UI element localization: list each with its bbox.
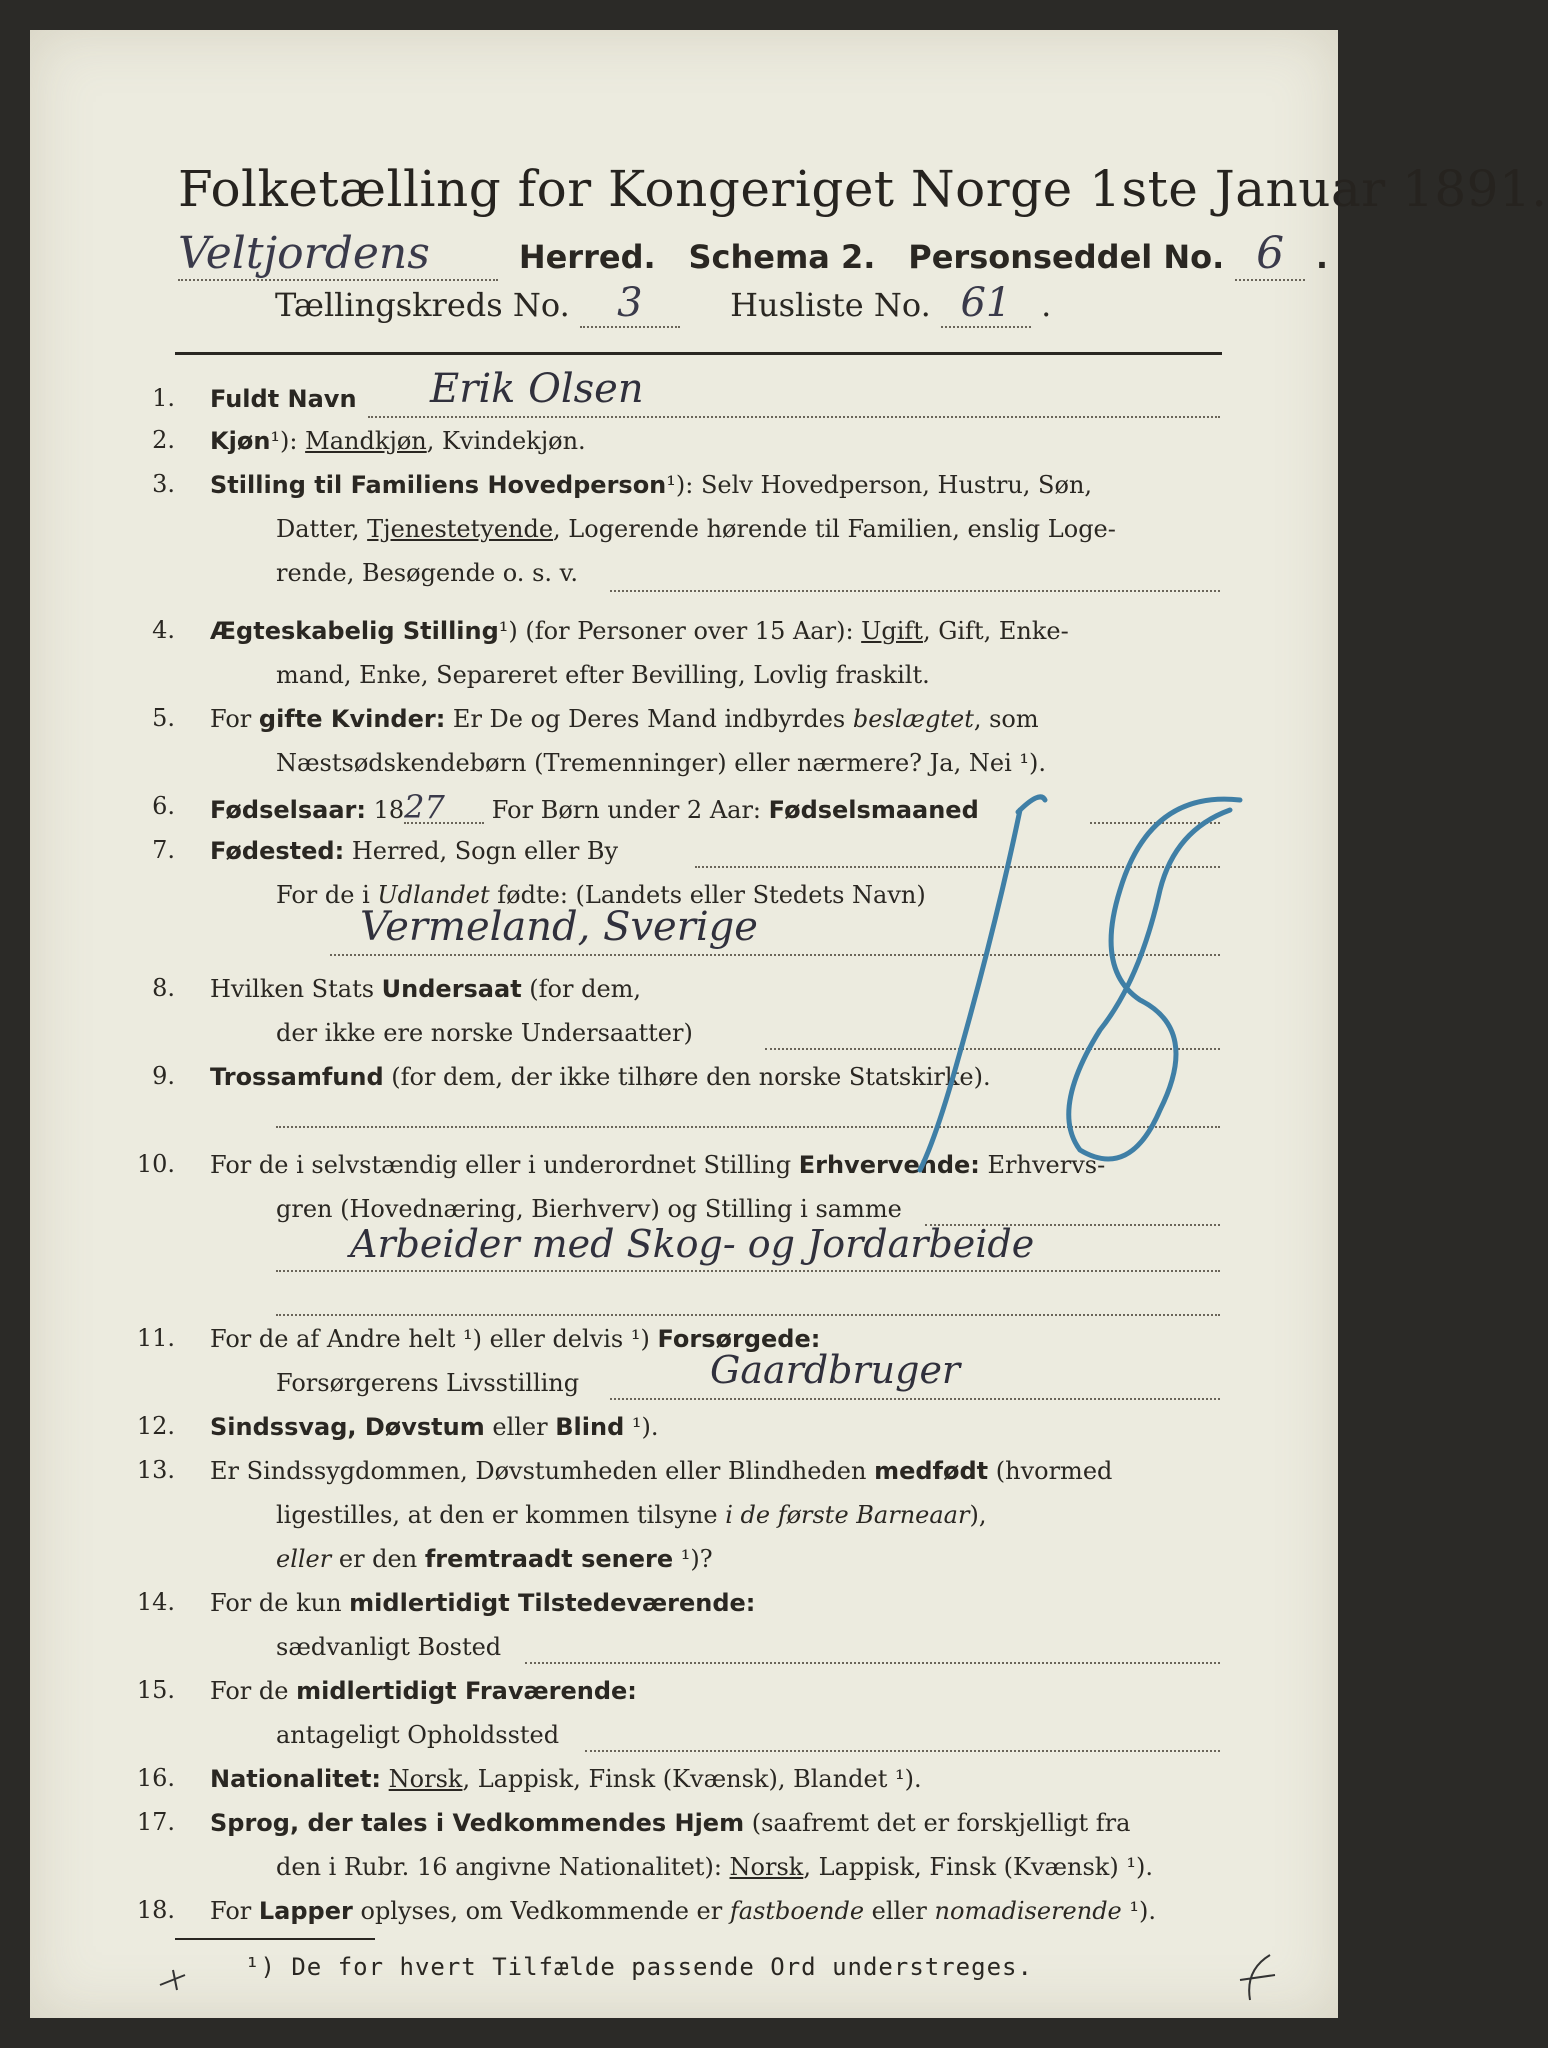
q18-line1-b: fastboende — [729, 1897, 865, 1925]
q4-number: 4. — [152, 616, 175, 644]
q5-label: gifte Kvinder: — [258, 705, 446, 733]
q5-line1 — [210, 704, 1039, 734]
census-form-page — [30, 30, 1548, 2018]
q5-number: 5. — [152, 704, 175, 732]
taellingskreds-label: Tællingskreds No. — [275, 286, 570, 324]
q13-line3-a: eller — [276, 1545, 332, 1573]
q10-line2: gren (Hovednæring, Bierhverv) og Stilling i samme — [276, 1195, 902, 1223]
q9-line1 — [210, 1062, 991, 1092]
q3-label: Stilling til Familiens Hovedperson — [210, 471, 667, 499]
q3-line2-c: , Logerende hørende til Familien, enslig Loge- — [553, 515, 1116, 543]
pencil-stroke-1 — [920, 810, 1020, 1170]
schema-label: Schema 2. — [688, 238, 876, 276]
q5-line1-c: , som — [973, 705, 1039, 733]
q7-number: 7. — [152, 836, 175, 864]
q13-line3 — [276, 1544, 713, 1574]
q14-line2: sædvanligt Bosted — [276, 1633, 502, 1661]
q4-line1-c: , Gift, Enke- — [922, 617, 1069, 645]
q2-sup: ¹): — [270, 427, 298, 455]
q12-number: 12. — [136, 1412, 175, 1440]
q17-line2-a: den i Rubr. 16 angivne Nationalitet): — [276, 1853, 730, 1881]
q13-line3-c: fremtraadt senere — [424, 1545, 674, 1573]
q16-option-norsk: Norsk — [388, 1765, 463, 1793]
q7-label: Fødested: — [210, 837, 345, 865]
q6-label: Fødselsaar: — [210, 796, 366, 824]
q3-line1-text: ¹): Selv Hovedperson, Hustru, Søn, — [666, 471, 1093, 499]
q15-line2: antageligt Opholdssted — [276, 1721, 560, 1749]
q16-line1 — [210, 1764, 922, 1794]
q15-line1 — [210, 1676, 637, 1706]
q9-line1-text: (for dem, der ikke tilhøre den norske Statskirke). — [383, 1063, 991, 1091]
q17-line1 — [210, 1808, 1130, 1838]
q7-answer-handwritten: Vermeland, Sverige — [360, 904, 758, 950]
q13-line1 — [210, 1456, 1112, 1486]
q6-year-handwritten: 27 — [404, 792, 484, 824]
q11-number: 11. — [136, 1324, 175, 1352]
q6-prefix: 18 — [366, 796, 405, 824]
q4-label: Ægteskabelig Stilling — [210, 617, 499, 645]
q8-line1-a: Hvilken Stats — [210, 975, 382, 1003]
q10-answer-line-2 — [276, 1314, 1220, 1316]
q11-answer-handwritten: Gaardbruger — [710, 1348, 961, 1392]
q18-line1-e: ¹). — [1121, 1897, 1157, 1925]
taellingskreds-number: 3 — [580, 280, 680, 328]
q11-label: Forsørgede: — [657, 1325, 821, 1353]
q3-answer-line — [610, 590, 1220, 592]
corner-mark-right — [1230, 1950, 1290, 2010]
form-title: Folketælling for Kongeriget Norge 1ste Januar 1891. — [178, 160, 1548, 218]
q12-mid: eller — [484, 1413, 556, 1441]
q1-number: 1. — [152, 384, 175, 412]
q10-line1-c: Erhvervs- — [979, 1151, 1106, 1179]
corner-mark-left — [155, 1960, 215, 2000]
header-divider — [175, 352, 1222, 355]
q15-answer-line — [585, 1750, 1220, 1752]
q4-line1-a: ¹) (for Personer over 15 Aar): — [498, 617, 862, 645]
q17-number: 17. — [136, 1808, 175, 1836]
q7-line2-b: Udlandet — [377, 881, 490, 909]
q13-line2-c: ), — [969, 1501, 987, 1529]
personseddel-label: Personseddel No. — [908, 238, 1225, 276]
q15-number: 15. — [136, 1676, 175, 1704]
q5-line1-b: beslægtet — [852, 705, 974, 733]
blue-pencil-mark — [900, 770, 1300, 1190]
q12-line1 — [210, 1412, 659, 1442]
personseddel-number: 6 — [1235, 228, 1305, 281]
husliste-label: Husliste No. — [730, 286, 931, 324]
q3-number: 3. — [152, 470, 175, 498]
q8-label: Undersaat — [381, 975, 522, 1003]
q17-label: Sprog, der tales i Vedkommendes Hjem — [210, 1809, 745, 1837]
q13-line3-d: ¹)? — [673, 1545, 713, 1573]
q14-line1 — [210, 1588, 755, 1618]
q1-answer-handwritten: Erik Olsen — [430, 366, 644, 412]
q2-option-kvindekjon: , Kvindekjøn. — [426, 427, 586, 455]
q14-label: midlertidigt Tilstedeværende: — [349, 1589, 756, 1617]
footnote-divider — [175, 1938, 375, 1940]
herred-label: Herred. — [518, 238, 656, 276]
q6-line1 — [210, 788, 979, 826]
q18-line1-a: oplyses, om Vedkommende er — [352, 1897, 730, 1925]
q3-line2-a: Datter, — [276, 515, 368, 543]
q14-answer-line — [525, 1662, 1220, 1664]
q2-number: 2. — [152, 426, 175, 454]
q14-line1-a: For de kun — [210, 1589, 350, 1617]
header-row-1: Veltjordens Herred. Schema 2. Personseddel No. 6 . — [178, 228, 1329, 279]
q2-label: Kjøn — [210, 427, 271, 455]
q17-line2 — [276, 1852, 1153, 1882]
q11-answer-line — [610, 1398, 1220, 1400]
husliste-number: 61 — [941, 280, 1031, 328]
q4-option-ugift: Ugift — [861, 617, 923, 645]
q1-answer-line — [368, 416, 1220, 418]
q3-line3: rende, Besøgende o. s. v. — [276, 559, 578, 587]
q13-label: medfødt — [874, 1457, 989, 1485]
q13-line1-a: Er Sindssygdommen, Døvstumheden eller Blindheden — [210, 1457, 875, 1485]
q8-number: 8. — [152, 974, 175, 1002]
q12-end: ¹). — [624, 1413, 659, 1441]
q11-line2: Forsørgerens Livsstilling — [276, 1369, 580, 1397]
q16-rest: , Lappisk, Finsk (Kvænsk), Blandet ¹). — [462, 1765, 922, 1793]
q15-line1-a: For de — [210, 1677, 297, 1705]
q3-option-tjenestetyende: Tjenestetyende — [367, 515, 554, 543]
q7-line1 — [210, 836, 618, 866]
q18-label: Lapper — [258, 1897, 353, 1925]
q17-line2-c: , Lappisk, Finsk (Kvænsk) ¹). — [803, 1853, 1153, 1881]
q13-line1-c: (hvormed — [988, 1457, 1113, 1485]
q9-label: Trossamfund — [210, 1063, 384, 1091]
header-row-2: Tællingskreds No. 3 Husliste No. 61 . — [275, 280, 1052, 326]
q17-option-norsk: Norsk — [729, 1853, 804, 1881]
q18-number: 18. — [136, 1896, 175, 1924]
q10-line1-a: For de i selvstændig eller i underordnet Stilling — [210, 1151, 799, 1179]
q7-line2-a: For de i — [276, 881, 378, 909]
q5-label-a: For — [210, 705, 259, 733]
herred-handwritten: Veltjordens — [178, 228, 498, 281]
q7-line1-text: Herred, Sogn eller By — [344, 837, 619, 865]
q16-number: 16. — [136, 1764, 175, 1792]
q10-answer-handwritten: Arbeider med Skog- og Jordarbeide — [350, 1222, 1035, 1266]
q3-line2 — [276, 514, 1116, 544]
q4-line1 — [210, 616, 1069, 646]
q6-label2: Fødselsmaaned — [768, 796, 979, 824]
q12-label2: Blind — [555, 1413, 625, 1441]
q1-label: Fuldt Navn — [210, 385, 357, 413]
q2-option-mandkjon: Mandkjøn — [305, 427, 427, 455]
q4-line2: mand, Enke, Separeret efter Bevilling, Lovlig fraskilt. — [276, 661, 930, 689]
q13-line2-a: ligestilles, at den er kommen tilsyne — [276, 1501, 726, 1529]
q18-line1-d: nomadiserende — [934, 1897, 1122, 1925]
q3-line1 — [210, 470, 1092, 500]
q9-number: 9. — [152, 1062, 175, 1090]
q13-line2 — [276, 1500, 986, 1530]
q11-line1-a: For de af Andre helt ¹) eller delvis ¹) — [210, 1325, 658, 1353]
q8-line1-c: (for dem, — [521, 975, 642, 1003]
q6-number: 6. — [152, 792, 175, 820]
q18-line1-c: eller — [864, 1897, 935, 1925]
q15-label: midlertidigt Fraværende: — [296, 1677, 637, 1705]
q10-number: 10. — [136, 1150, 175, 1178]
q5-line1-a: Er De og Deres Mand indbyrdes — [445, 705, 853, 733]
q5-line2: Næstsødskendebørn (Tremenninger) eller nærmere? Ja, Nei ¹). — [276, 749, 1046, 777]
q2-text — [210, 426, 586, 456]
q10-label: Erhvervende: — [798, 1151, 980, 1179]
q17-line1-text: (saafremt det er forskjelligt fra — [744, 1809, 1131, 1837]
q13-line2-b: i de første Barneaar — [725, 1501, 970, 1529]
pencil-stroke-1-top — [1018, 797, 1045, 812]
q6-middle: For Børn under 2 Aar: — [484, 796, 769, 824]
q10-answer-line-1 — [276, 1270, 1220, 1272]
q18-line1 — [210, 1896, 1156, 1926]
q7-line2-c: fødte: (Landets eller Stedets Navn) — [489, 881, 926, 909]
q8-line2: der ikke ere norske Undersaatter) — [276, 1019, 693, 1047]
pencil-stroke-8 — [1069, 799, 1240, 1159]
q18-label-a: For — [210, 1897, 259, 1925]
footnote: ¹) De for hvert Tilfælde passende Ord understreges. — [245, 1953, 1033, 1981]
q16-label: Nationalitet: — [210, 1765, 382, 1793]
q13-line3-b: er den — [331, 1545, 425, 1573]
q14-number: 14. — [136, 1588, 175, 1616]
q13-number: 13. — [136, 1456, 175, 1484]
q12-label: Sindssvag, Døvstum — [210, 1413, 485, 1441]
q8-line1 — [210, 974, 641, 1004]
